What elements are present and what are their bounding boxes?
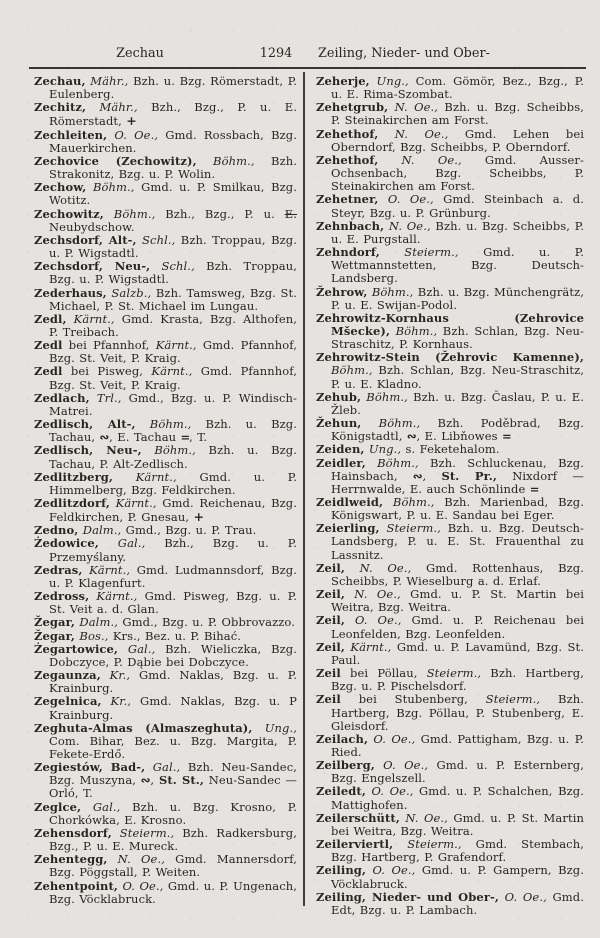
entry-region: Böhm.,	[331, 363, 373, 378]
entry-text: Gmd. Edt, Bzg. u. P. Lambach.	[331, 889, 584, 917]
entry-text: s. Feketehalom.	[401, 442, 500, 457]
gazetteer-entry	[316, 128, 584, 154]
entry-text: Gmd., Bzg. u. P. Windisch-Matrei.	[49, 390, 297, 418]
entry-headword: Zeil,	[316, 587, 345, 602]
entry-headword: Žegar,	[34, 628, 76, 643]
entry-text: Gmd. Steinbach a. d. Steyr, Bzg. u. P. Grünburg.	[331, 192, 584, 220]
entry-region: N. Oe.,	[384, 218, 431, 233]
gazetteer-entry	[34, 155, 297, 181]
entry-region: O. Oe.,	[118, 878, 164, 893]
entry-text: Gmd. u. P. Reichenau bei Leonfelden, Bzg. Leonfelden.	[331, 613, 585, 641]
entry-headword: Zedlisch, Alt-,	[34, 417, 136, 432]
entry-headword: Žegar,	[34, 615, 76, 630]
entry-region: Böhm.,	[196, 153, 255, 168]
entry-text: Gmd. Lehen bei Oberndorf, Bzg. Scheibbs, P. Oberndorf.	[331, 126, 585, 154]
entry-region: Steierm.,	[426, 666, 482, 681]
entry-headword: Žehun,	[316, 416, 362, 431]
entry-headword: Zegaunza,	[34, 668, 101, 683]
entry-text: Bzh. Poděbrad, Bzg. Königstadtl,	[331, 416, 584, 444]
entry-headword: Zeil,	[316, 613, 345, 628]
entry-text: Gmd. Krasta, Bzg. Althofen, P. Treibach.	[49, 311, 297, 339]
entry-region: N. Oe.,	[378, 126, 449, 141]
equals-icon: =	[529, 481, 539, 496]
entry-text: Gmd. u. P. Smilkau, Bzg. Wotitz.	[49, 180, 297, 208]
entry-headword: Zehetner,	[316, 192, 379, 207]
entry-region: Bos.,	[75, 628, 109, 643]
gazetteer-entry	[316, 220, 584, 246]
entry-region: Böhm.,	[365, 455, 419, 470]
entry-region: O. Oe.,	[365, 784, 414, 799]
entry-text: Gmd. u. P. Gampern, Bzg. Vöcklabruck.	[331, 863, 584, 891]
entry-text: , E. Libňowes	[416, 429, 502, 444]
entry-headword: Zeil	[316, 692, 341, 707]
gazetteer-entry	[316, 733, 584, 759]
gazetteer-entry	[316, 667, 584, 693]
entry-region: O. Oe.,	[107, 127, 159, 142]
gazetteer-entry	[316, 457, 584, 496]
entry-text: Bzh. Troppau, Bzg. u. P. Wigstadtl.	[49, 232, 298, 261]
page-number: 1294	[259, 46, 293, 61]
entry-headword: Zedlisch, Neu-,	[34, 443, 142, 458]
entry-headword: Zehethof,	[316, 152, 379, 167]
entry-headword: Zeierling,	[316, 521, 380, 536]
equals-icon: =	[180, 430, 190, 445]
entry-headword: Zehrowitz-Stein (Žehrovic Kamenne),	[316, 350, 584, 365]
cross-icon: +	[126, 113, 137, 129]
header-keyword-right: Zeiling, Nieder- und Ober-	[318, 46, 490, 61]
entry-text: , T.	[189, 430, 208, 445]
gazetteer-entry	[316, 286, 584, 312]
entry-region: O. Oe.,	[368, 731, 416, 746]
entry-headword: Zeil,	[316, 639, 345, 654]
entry-headword: Zechow,	[34, 180, 87, 195]
entry-text: Neubydschow.	[49, 219, 135, 234]
entry-headword: Zeidler,	[316, 455, 366, 470]
entry-region: O. Oe.,	[374, 758, 429, 773]
entry-text: Gmd. Rossbach, Bzg. Mauerkirchen.	[49, 127, 297, 155]
entry-region: N. Oe.,	[344, 560, 412, 575]
gazetteer-entry	[316, 614, 584, 640]
entry-region: Kärnt.,	[151, 364, 193, 379]
entry-text: Bzh. Wieliczka, Bzg. Dobczyce, P. Dąbie bei Dobczyce.	[49, 641, 298, 669]
entry-headword: Zeilerviertl,	[316, 837, 394, 852]
entry-text: Bzh., Bzg., P. u.	[155, 206, 285, 221]
entry-region: Steierm.,	[485, 692, 541, 707]
gazetteer-entry	[316, 522, 584, 561]
entry-region: N. Oe.,	[378, 152, 462, 167]
entry-region: Böhm.,	[361, 416, 421, 431]
entry-text: Gmd., Bzg. u. P. Trau.	[121, 523, 257, 538]
gazetteer-entry	[34, 234, 297, 260]
entry-text: bei Pfannhof,	[62, 338, 156, 353]
header-keyword-left: Zechau	[116, 46, 164, 61]
entry-text: Gmd. Pfannhof, Bzg. St. Veit, P. Kraig.	[49, 364, 297, 392]
entry-text: Bzh. u. Bzg. Münchengrätz, P. u. E. Swijan-Podol.	[331, 284, 585, 312]
entry-text: Com. Bihar, Bez. u. Bzg. Margita, P. Fekete-Erdő.	[49, 733, 297, 761]
entry-region: Kr.,	[100, 668, 131, 683]
entry-headword: Zeiling,	[316, 863, 367, 878]
entry-headword: Zedlach,	[34, 390, 90, 405]
entry-headword: Zeidlweid,	[316, 495, 384, 509]
entry-region: Mähr.,	[85, 74, 129, 88]
gazetteer-entry	[316, 312, 584, 351]
gazetteer-entry	[316, 562, 584, 588]
entry-region: Böhm.,	[103, 206, 156, 221]
entry-region: O. Oe.,	[366, 863, 416, 878]
gazetteer-column-left	[34, 75, 297, 906]
entry-headword: Zedlitzdorf,	[34, 496, 111, 510]
entry-text: Bzh. u. Bzg. Römerstadt, P. Eulenberg.	[49, 74, 298, 102]
gazetteer-entry	[34, 129, 297, 155]
gazetteer-entry	[34, 564, 297, 590]
header-rule	[29, 67, 586, 69]
entry-headword: Zeilerschütt,	[316, 810, 400, 825]
gazetteer-entry	[34, 853, 297, 879]
entry-headword: Zehentegg,	[34, 852, 108, 867]
entry-region: N. Oe.,	[344, 587, 401, 602]
gazetteer-entry	[34, 418, 297, 444]
gazetteer-entry	[316, 154, 584, 193]
entry-text: Krs., Bez. u. P. Bihać.	[108, 628, 242, 643]
entry-region: Steierm.,	[393, 837, 462, 852]
entry-region: Kärnt.,	[110, 496, 157, 510]
entry-text: Bzh. Schlan, Bzg. Neu-Straschitz, P. u. E. Kladno.	[331, 363, 584, 391]
entry-text: Gmd. Naklas, Bzg. u. P Krainburg.	[49, 694, 297, 722]
gazetteer-entry	[34, 313, 297, 339]
entry-text: Bzh., Bzg. u. P. Przemyślany.	[49, 536, 297, 564]
entry-text: Bzh. Radkersburg, Bzg., P. u. E. Mureck.	[49, 825, 297, 854]
entry-region: Ung.,	[369, 74, 409, 88]
gazetteer-entry	[316, 417, 584, 443]
entry-region: Gal.,	[81, 799, 121, 814]
entry-region: Kärnt.,	[66, 311, 115, 326]
gazetteer-entry	[316, 891, 584, 917]
entry-region: Kärnt.,	[155, 338, 197, 353]
entry-text: Bzh. u. Bzg. Tachau,	[49, 417, 297, 445]
entry-headword: Zeiling, Nieder- und Ober-,	[316, 889, 499, 904]
entry-region: O. Oe.,	[498, 889, 547, 904]
gazetteer-entry	[34, 497, 297, 524]
gazetteer-entry	[316, 693, 584, 732]
gazetteer-entry	[34, 669, 297, 695]
entry-headword: Zederhaus,	[34, 285, 107, 300]
gazetteer-entry	[34, 761, 297, 800]
entry-text: Bzh., Bzg., P. u. E. Römerstadt,	[49, 100, 297, 129]
entry-emphasis: St. St.,	[158, 773, 204, 788]
gazetteer-entry	[316, 759, 584, 785]
gazetteer-entry	[34, 722, 297, 761]
cross-icon: +	[193, 509, 205, 525]
page-header	[0, 46, 600, 64]
entry-headword: Zechsdorf, Alt-,	[34, 232, 137, 247]
entry-region: Böhm.,	[361, 389, 408, 404]
gazetteer-entry	[316, 246, 584, 285]
entry-headword: Zeiden,	[316, 442, 365, 457]
entry-region: Schl.,	[150, 259, 195, 274]
entry-text: Gmd., Bzg. u. P. Obbrovazzo.	[117, 615, 295, 630]
entry-region: Kärnt.,	[113, 469, 177, 484]
entry-text: Bzh. Hartberg, Bzg. Pöllau, P. Stubenberg, E. Gleisdorf.	[331, 692, 584, 733]
entry-headword: Żegartowice,	[34, 641, 119, 656]
gazetteer-entry	[316, 838, 584, 864]
gazetteer-entry	[34, 75, 297, 101]
entry-headword: Zehentpoint,	[34, 878, 119, 893]
gazetteer-entry	[34, 260, 297, 286]
entry-text: Gmd. Mannersdorf, Bzg. Pöggstall, P. Weiten.	[49, 852, 298, 880]
gazetteer-entry	[34, 365, 297, 391]
gazetteer-entry	[34, 643, 297, 669]
gazetteer-entry	[34, 287, 297, 313]
entry-text: Gmd. Pisweg, Bzg. u. P. St. Veit a. d. Glan.	[49, 589, 298, 617]
entry-headword: Zehndorf,	[316, 245, 380, 260]
posthorn-icon: ∾	[99, 430, 110, 445]
entry-text: Gmd. u. P. Ungenach, Bzg. Vöcklabruck.	[49, 878, 298, 906]
gazetteer-entry	[34, 590, 297, 616]
entry-text: Gmd. Stembach, Bzg. Hartberg, P. Grafendorf.	[331, 837, 584, 865]
entry-headword: Zehensdorf,	[34, 825, 112, 840]
entry-region: Trl.,	[89, 390, 122, 405]
entry-text: Nixdorf — Herrnwalde, E. auch Schönlinde	[331, 468, 584, 496]
entry-text: Bzh. u. Bzg. Krosno, P. Chorkówka, E. Krosno.	[49, 799, 297, 827]
entry-region: Ung.,	[252, 720, 297, 735]
gazetteer-entry	[34, 880, 297, 906]
gazetteer-entry	[316, 812, 584, 838]
gazetteer-entry	[34, 181, 297, 207]
entry-headword: Zehrowitz-Kornhaus (Zehrovice Mšecke),	[316, 310, 584, 338]
entry-region: Kärnt.,	[89, 589, 138, 604]
entry-text: Bzh. u. Bzg. Scheibbs, P. u. E. Purgstall.	[331, 218, 584, 246]
gazetteer-entry	[34, 208, 297, 234]
gazetteer-entry	[34, 339, 297, 365]
gazetteer-entry	[316, 864, 584, 890]
entry-text: Gmd. Naklas, Bzg. u. P. Krainburg.	[49, 668, 297, 696]
entry-text: bei Pisweg,	[62, 364, 152, 379]
entry-headword: Zechsdorf, Neu-,	[34, 259, 151, 274]
gazetteer-entry	[34, 537, 297, 563]
entry-region: N. Oe.,	[107, 852, 165, 867]
entry-text: bei Stubenberg,	[340, 692, 486, 707]
entry-text: , E. Tachau	[109, 430, 181, 445]
entry-text: Bzh. u. Bzg. Tachau, P. Alt-Zedlisch.	[49, 443, 297, 471]
entry-text: Gmd. Ludmannsdorf, Bzg. u. P. Klagenfurt.	[49, 562, 298, 590]
entry-text: Gmd. u. P. St. Martin bei Weitra, Bzg. Weitra.	[331, 810, 584, 838]
entry-text: Gmd. u. P. St. Martin bei Weitra, Bzg. Weitra.	[331, 587, 584, 615]
gazetteer-column-right	[316, 75, 584, 917]
gazetteer-entry	[316, 101, 584, 127]
entry-region: Ung.,	[364, 442, 402, 457]
entry-headword: Zeilberg,	[316, 758, 375, 773]
equals-icon: =	[501, 429, 511, 444]
entry-headword: Żedowice,	[34, 536, 99, 551]
gazetteer-entry	[34, 827, 297, 853]
gazetteer-entry	[316, 351, 584, 390]
posthorn-icon: ∾	[140, 773, 151, 788]
entry-text: Gmd. u. P. Lavamünd, Bzg. St. Paul.	[331, 639, 584, 667]
entry-region: Kärnt.,	[82, 562, 131, 577]
entry-headword: Zedl	[34, 364, 63, 379]
entry-headword: Zechovice (Zechowitz),	[34, 153, 197, 168]
entry-text: Bzh. u. Bzg. Časlau, P. u. E. Žleb.	[331, 389, 585, 417]
gazetteer-entry	[316, 496, 584, 522]
entry-headword: Zedross,	[34, 589, 90, 604]
entry-headword: Zeil,	[316, 560, 345, 575]
entry-region: Böhm.,	[135, 417, 192, 432]
entry-region: N. Oe.,	[399, 810, 448, 825]
posthorn-icon: ∾	[406, 429, 417, 444]
entry-region: Schl.,	[136, 232, 176, 247]
entry-text: Gmd. Ausser-Ochsenbach, Bzg. Scheibbs, P. Steinakirchen am Forst.	[331, 152, 584, 194]
gazetteer-entry	[34, 471, 297, 497]
entry-struck-text: E.	[284, 206, 297, 221]
entry-text: Bzh. Strakonitz, Bzg. u. P. Wolin.	[49, 153, 297, 182]
gazetteer-entry	[316, 193, 584, 219]
entry-text: Bzh. Neu-Sandec, Bzg. Muszyna,	[49, 760, 297, 788]
entry-text: ,	[150, 773, 159, 788]
entry-headword: Zeilach,	[316, 731, 369, 746]
gazetteer-entry	[316, 75, 584, 101]
entry-text: Gmd. Pfannhof, Bzg. St. Veit, P. Kraig.	[49, 338, 298, 366]
entry-text: Gmd. Pattigham, Bzg. u. P. Ried.	[331, 731, 585, 759]
entry-text: Gmd. u. P. Wettmannstetten, Bzg. Deutsch-Landsberg.	[331, 245, 584, 286]
entry-region: N. Oe.,	[388, 100, 439, 115]
entry-text: Bzh. Schlan, Bzg. Neu-Straschitz, P. Kornhaus.	[331, 323, 584, 352]
entry-emphasis: St. Pr.,	[441, 468, 497, 483]
entry-headword: Zeiledt,	[316, 784, 366, 799]
entry-region: Böhm.,	[383, 495, 435, 509]
entry-headword: Zegiestów, Bad-,	[34, 760, 146, 775]
entry-headword: Zehetgrub,	[316, 100, 389, 115]
entry-region: Mähr.,	[86, 100, 138, 115]
entry-headword: Zedlitzberg,	[34, 469, 113, 484]
entry-region: Steierm.,	[379, 245, 459, 260]
entry-region: Böhm.,	[390, 323, 438, 338]
entry-text: Bzh. Schluckenau, Bzg. Hainsbach,	[331, 455, 584, 483]
entry-text: Bzh. u. Bzg. Deutsch-Landsberg, P. u. E. St. Frauenthal zu Lassnitz.	[331, 521, 584, 562]
posthorn-icon: ∾	[412, 468, 423, 483]
gazetteer-entry	[34, 801, 297, 827]
entry-headword: Zechowitz,	[34, 206, 104, 221]
entry-region: Böhm.,	[86, 180, 135, 195]
entry-region: Gal.,	[118, 641, 156, 656]
entry-headword: Zeglce,	[34, 799, 82, 814]
entry-region: Böhm.,	[141, 443, 196, 458]
column-divider	[303, 72, 305, 906]
gazetteer-entry	[316, 588, 584, 614]
gazetteer-entry	[34, 101, 297, 128]
gazetteer-entry	[34, 392, 297, 418]
entry-headword: Žehrow,	[316, 284, 368, 299]
entry-text: Bzh. Marienbad, Bzg. Königswart, P. u. E. Sandau bei Eger.	[331, 495, 585, 523]
entry-headword: Zeherje,	[316, 74, 370, 88]
entry-region: Dalm.,	[75, 615, 118, 630]
entry-headword: Zedras,	[34, 562, 83, 577]
entry-headword: Zehub,	[316, 389, 362, 404]
entry-headword: Zechleiten,	[34, 127, 108, 142]
entry-headword: Zegelnica,	[34, 694, 102, 709]
entry-region: O. Oe.,	[344, 613, 402, 628]
entry-text: Bzh. Troppau, Bzg. u. P. Wigstadtl.	[49, 259, 298, 287]
entry-region: Gal.,	[145, 760, 181, 775]
gazetteer-entry	[316, 641, 584, 667]
entry-text: Bzh. Hartberg, Bzg. u. P. Pischelsdorf.	[331, 666, 584, 694]
entry-text: Gmd. Rottenhaus, Bzg. Scheibbs, P. Wieselburg a. d. Erlaf.	[331, 560, 584, 588]
gazetteer-entry	[316, 391, 584, 417]
entry-region: Dalm.,	[78, 523, 122, 538]
entry-region: Salzb.,	[106, 285, 152, 300]
entry-region: Steierm.,	[379, 521, 441, 536]
entry-headword: Zehethof,	[316, 126, 379, 141]
gazetteer-entry	[34, 444, 297, 470]
entry-region: Böhm.,	[367, 284, 414, 299]
gazetteer-entry	[34, 695, 297, 721]
entry-text: Bzh. u. Bzg. Scheibbs, P. Steinakirchen am Forst.	[331, 100, 584, 128]
entry-headword: Zedl,	[34, 311, 67, 326]
entry-region: Steierm.,	[111, 825, 175, 840]
entry-region: Gal.,	[98, 536, 146, 551]
entry-headword: Zechau,	[34, 74, 86, 88]
entry-region: Kärnt.,	[344, 639, 392, 654]
entry-headword: Zedno,	[34, 523, 79, 538]
entry-headword: Zeil	[316, 666, 341, 681]
gazetteer-entry	[316, 785, 584, 811]
entry-text: Bzh. Tamsweg, Bzg. St. Michael, P. St. Michael im Lungau.	[49, 285, 297, 313]
entry-headword: Zeghuta-Almas (Almaszeghuta),	[34, 720, 253, 735]
entry-text: ,	[422, 468, 442, 483]
entry-text: Neu-Sandec — Orló, T.	[49, 773, 297, 801]
entry-text: Gmd. u. P. Himmelberg, Bzg. Feldkirchen.	[49, 469, 297, 497]
entry-text: Gmd. u. P. Schalchen, Bzg. Mattighofen.	[331, 784, 584, 812]
entry-text: Gmd. Reichenau, Bzg. Feldkirchen, P. Gnesau,	[49, 496, 297, 525]
entry-text: Gmd. u. P. Esternberg, Bzg. Engelszell.	[331, 758, 584, 786]
entry-region: Kr.,	[101, 694, 132, 709]
entry-text: Com. Gömör, Bez., Bzg., P. u. E. Rima-Szombat.	[331, 74, 584, 102]
entry-text: bei Pöllau,	[340, 666, 427, 681]
entry-region: O. Oe.,	[378, 192, 434, 207]
entry-headword: Zechitz,	[34, 100, 87, 115]
entry-headword: Zehnbach,	[316, 218, 385, 233]
entry-headword: Zedl	[34, 338, 63, 353]
